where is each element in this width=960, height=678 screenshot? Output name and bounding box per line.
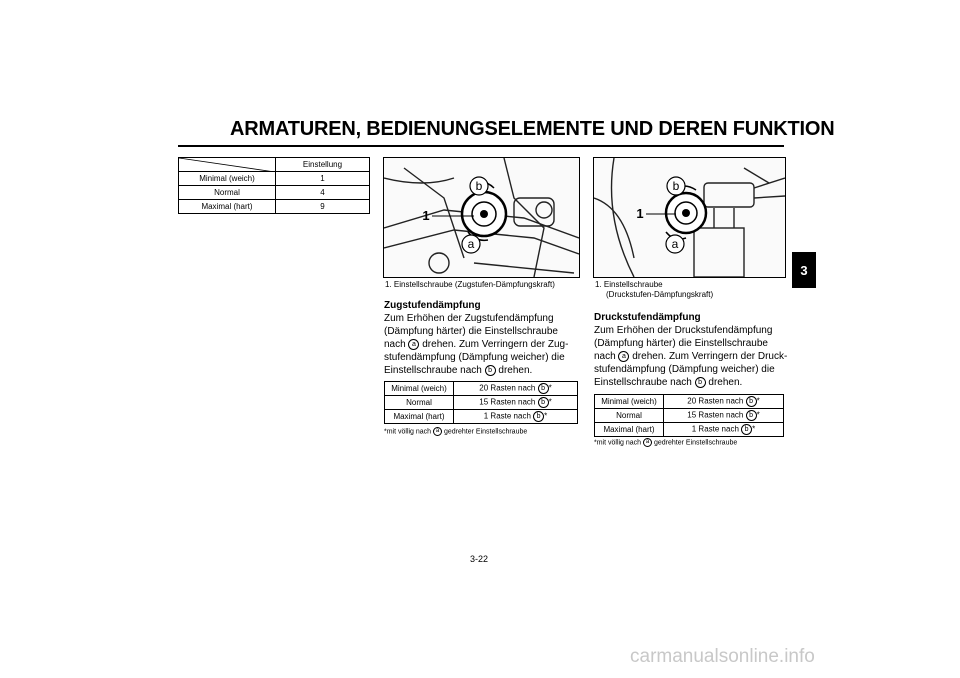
- circled-letter-a: a: [643, 438, 652, 447]
- text-line: Zum Erhöhen der Druckstufendämpfung: [594, 325, 773, 336]
- section-text: [384, 312, 568, 377]
- circled-letter-b: b: [741, 424, 752, 435]
- text-line: Zum Erhöhen der Zugstufendämpfung: [384, 313, 554, 324]
- table-cell: 4: [276, 186, 370, 200]
- table-row: [179, 200, 370, 214]
- table-cell: Normal: [179, 186, 276, 200]
- circled-letter-b: b: [533, 411, 544, 422]
- table-row: [385, 396, 578, 410]
- setting-table: [178, 157, 370, 214]
- text-line: (Dämpfung härter) die Einstellschraube: [384, 326, 558, 337]
- text-line: nach a drehen. Zum Verringern der Druck-: [594, 351, 788, 362]
- watermark[interactable]: carmanualsonline.info: [630, 646, 815, 667]
- table-header-cell: Einstellung: [276, 158, 370, 172]
- table-cell: 15 Rasten nach b *: [454, 396, 578, 410]
- table-row: [385, 382, 578, 396]
- table-cell: 9: [276, 200, 370, 214]
- circled-letter-b: b: [538, 397, 549, 408]
- figure-caption: (Druckstufen-Dämpfungskraft): [606, 290, 714, 299]
- text-line: (Dämpfung härter) die Einstellschraube: [594, 338, 768, 349]
- circled-letter-b: b: [746, 396, 757, 407]
- text-line: stufendämpfung (Dämpfung weicher) die: [384, 352, 565, 363]
- table-row: [595, 409, 784, 423]
- title-rule: [178, 145, 784, 147]
- table-row: [595, 395, 784, 409]
- table-row: [385, 410, 578, 424]
- section-heading: Druckstufendämpfung: [594, 312, 701, 323]
- table-cell: 20 Rasten nach b *: [454, 382, 578, 396]
- table-row: [179, 186, 370, 200]
- text-line: stufendämpfung (Dämpfung weicher) die: [594, 364, 775, 375]
- circled-letter-a: a: [618, 351, 629, 362]
- table-cell: Minimal (weich): [595, 395, 664, 409]
- table-cell: Minimal (weich): [179, 172, 276, 186]
- page-number: 3-22: [470, 554, 489, 564]
- circled-letter-b: b: [485, 365, 496, 376]
- rebound-table: [384, 381, 578, 424]
- callout-a: a: [467, 237, 475, 251]
- page-title: ARMATUREN, BEDIENUNGSELEMENTE UND DEREN FUNKTION: [230, 118, 835, 140]
- table-cell: Normal: [385, 396, 454, 410]
- callout-b: b: [475, 179, 483, 193]
- section-text: [594, 324, 787, 389]
- table-cell: 1 Raste nach b *: [664, 423, 784, 437]
- chapter-tab: 3: [792, 252, 816, 288]
- circled-letter-b: b: [746, 410, 757, 421]
- callout-1: 1: [636, 206, 644, 221]
- table-footnote: *mit völlig nach a gedrehter Einstellschraube: [384, 428, 528, 436]
- section-heading: Zugstufendämpfung: [384, 300, 481, 311]
- figure-caption: 1. Einstellschraube (Zugstufen-Dämpfungskraft): [385, 280, 555, 289]
- compression-adjuster-figure: [593, 157, 786, 278]
- table-cell: Maximal (hart): [179, 200, 276, 214]
- circled-letter-b: b: [695, 377, 706, 388]
- compression-table: [594, 394, 784, 437]
- table-cell: 1 Raste nach b *: [454, 410, 578, 424]
- table-cell: Maximal (hart): [385, 410, 454, 424]
- circled-letter-b: b: [538, 383, 549, 394]
- callout-b: b: [672, 179, 680, 193]
- text-line: Einstellschraube nach b drehen.: [594, 377, 743, 388]
- text-line: nach a drehen. Zum Verringern der Zug-: [384, 339, 569, 350]
- table-cell: Normal: [595, 409, 664, 423]
- rebound-adjuster-figure: [383, 157, 580, 278]
- callout-a: a: [671, 237, 679, 251]
- table-footnote: *mit völlig nach a gedrehter Einstellschraube: [594, 439, 738, 447]
- table-row: [595, 423, 784, 437]
- table-cell: 15 Rasten nach b *: [664, 409, 784, 423]
- table-corner-cell: [179, 158, 276, 172]
- table-row: [179, 172, 370, 186]
- table-cell: 20 Rasten nach b *: [664, 395, 784, 409]
- table-cell: 1: [276, 172, 370, 186]
- text-line: Einstellschraube nach b drehen.: [384, 365, 533, 376]
- callout-1: 1: [422, 208, 430, 223]
- table-cell: Minimal (weich): [385, 382, 454, 396]
- table-cell: Maximal (hart): [595, 423, 664, 437]
- circled-letter-a: a: [408, 339, 419, 350]
- figure-caption: 1. Einstellschraube: [595, 280, 663, 289]
- circled-letter-a: a: [433, 427, 442, 436]
